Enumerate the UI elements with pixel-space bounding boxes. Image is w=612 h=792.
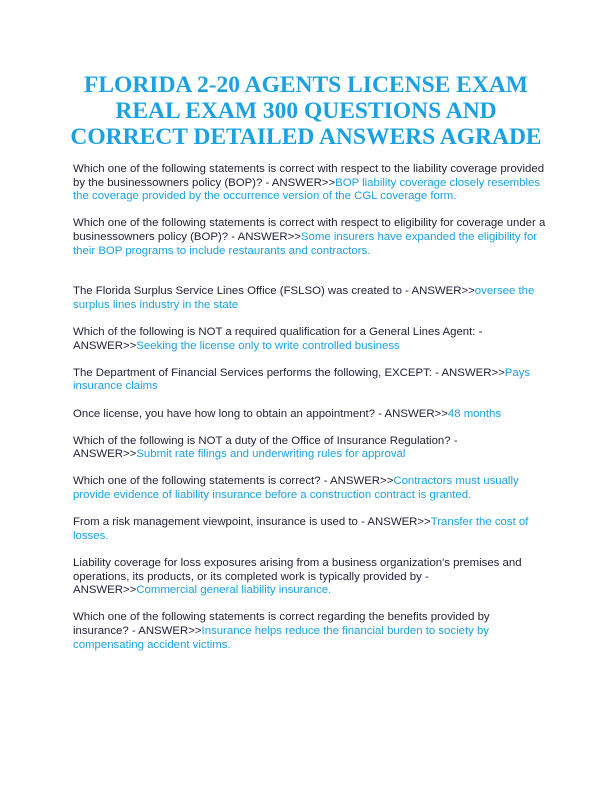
- title-line: CORRECT DETAILED ANSWERS AGRADE: [70, 124, 542, 150]
- answer-marker: - ANSWER>>: [375, 407, 448, 420]
- qa-item: [73, 516, 548, 543]
- answer-text: Transfer the cost of losses.: [73, 516, 529, 542]
- qa-item: [73, 475, 548, 502]
- answer-text: Insurance helps reduce the financial burden to society by compensating accident victims.: [73, 625, 490, 651]
- answer-text: Some insurers have expanded the eligibility for their BOP programs to include restaurants and contractors.: [73, 230, 538, 257]
- qa-item: [73, 367, 548, 394]
- qa-item: [73, 285, 548, 312]
- qa-item: [73, 217, 548, 258]
- answer-text: Pays insurance claims: [73, 366, 531, 393]
- answer-marker: - ANSWER>>: [73, 570, 429, 597]
- question-text: Which of the following is NOT a required qualification for a General Lines Agent:: [73, 325, 476, 338]
- question-text: Which one of the following statements is correct?: [73, 475, 321, 488]
- answer-text: Contractors must usually provide evidence of liability insurance before a construction contract is granted.: [73, 475, 519, 502]
- answer-text: Submit rate filings and underwriting rules for approval: [136, 448, 406, 461]
- question-text: Liability coverage for loss exposures arising from a business organization's premises and operations, its products, or its completed work is typically provided by: [73, 557, 522, 583]
- qa-item: [73, 611, 548, 652]
- answer-text: Commercial general liability insurance.: [136, 584, 332, 597]
- title-line: REAL EXAM 300 QUESTIONS AND: [115, 98, 497, 124]
- question-text: Which one of the following statements is correct with respect to the liability coverage provided by the businessowners policy (BOP)?: [73, 163, 545, 189]
- answer-marker: - ANSWER>>: [262, 176, 336, 189]
- question-text: Which one of the following statements is correct with respect to eligibility for coverage under a businessowners policy (BOP)?: [73, 217, 546, 243]
- answer-marker: - ANSWER>>: [402, 285, 475, 298]
- qa-item: [73, 163, 548, 204]
- qa-item: [73, 557, 548, 598]
- qa-item: [73, 408, 548, 422]
- answer-marker: - ANSWER>>: [431, 366, 505, 379]
- answer-marker: - ANSWER>>: [320, 475, 394, 488]
- qa-item: [73, 326, 548, 353]
- answer-text: BOP liability coverage closely resembles the coverage provided by the occurrence version of the CGL coverage form.: [73, 176, 541, 203]
- answer-text: Seeking the license only to write controlled business: [136, 339, 400, 352]
- question-text: From a risk management viewpoint, insurance is used to: [73, 516, 358, 529]
- question-answer-list: [73, 163, 548, 666]
- answer-marker: - ANSWER>>: [228, 230, 301, 243]
- question-text: The Department of Financial Services performs the following, EXCEPT:: [73, 366, 432, 379]
- document-title: [60, 72, 552, 150]
- answer-marker: - ANSWER>>: [73, 434, 458, 461]
- question-text: Which of the following is NOT a duty of the Office of Insurance Regulation?: [73, 434, 451, 447]
- answer-marker: - ANSWER>>: [73, 325, 483, 352]
- question-text: The Florida Surplus Service Lines Office (FSLSO) was created to: [73, 285, 402, 298]
- question-text: Once license, you have how long to obtain an appointment?: [73, 407, 376, 420]
- answer-text: oversee the surplus lines industry in the state: [73, 285, 535, 311]
- answer-text: 48 months: [447, 407, 502, 420]
- title-line: FLORIDA 2-20 AGENTS LICENSE EXAM: [84, 72, 528, 98]
- qa-item: [73, 435, 548, 462]
- answer-marker: - ANSWER>>: [357, 516, 431, 529]
- question-text: Which one of the following statements is correct regarding the benefits provided by insurance?: [73, 611, 490, 637]
- answer-marker: - ANSWER>>: [128, 625, 202, 637]
